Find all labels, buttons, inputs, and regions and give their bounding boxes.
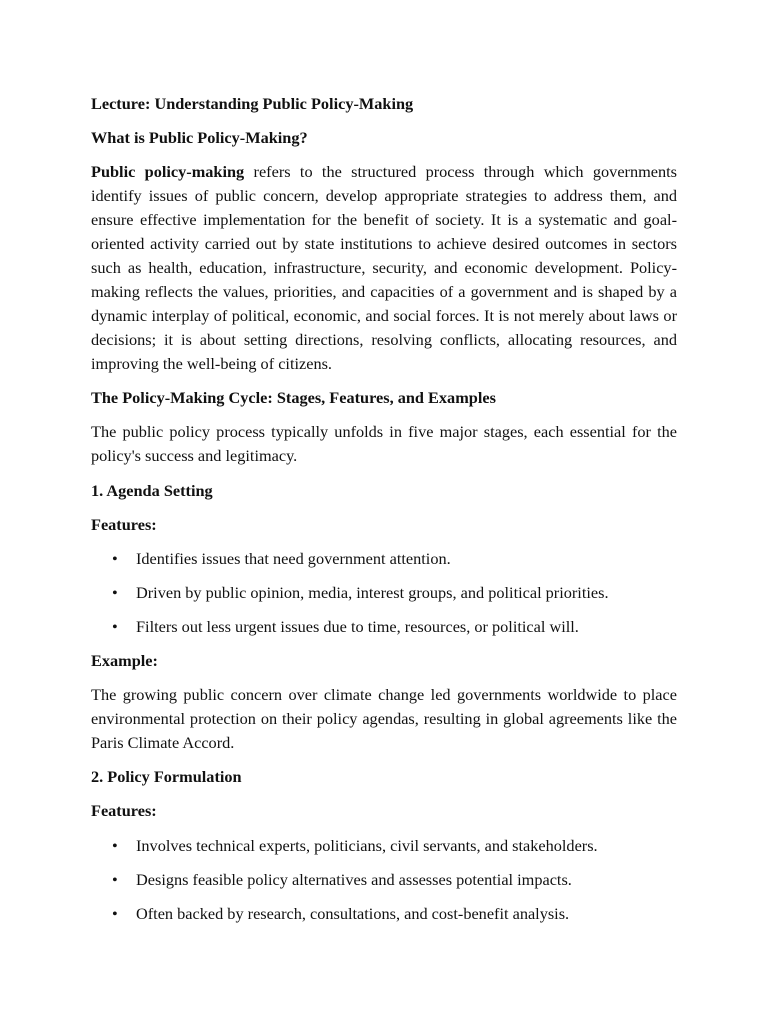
paragraph-text: refers to the structured process through which governments identify issues of public concern, develop appropriate strategies to address them, and ensure effective implementation for the benefit of society. It is a systematic and goal-oriented activity carried out by state institutions to achieve desired outcomes in sectors such as health, education, infrastructure, security, and economic development. Policy-making reflects the values, priorities, and capacities of a government and is shaped by a dynamic interplay of political, economic, and social forces. It is not merely about laws or decisions; it is about setting directions, resolving conflicts, allocating resources, and improving the well-being of citizens. xyxy=(91,162,677,373)
section-heading: The Policy-Making Cycle: Stages, Features, and Examples xyxy=(91,388,496,407)
bullet-icon: • xyxy=(112,549,118,568)
bullet-icon: • xyxy=(112,617,118,636)
features-label: Features: xyxy=(91,801,157,820)
document-title: Lecture: Understanding Public Policy-Making xyxy=(91,94,414,113)
list-item xyxy=(112,834,672,858)
intro-paragraph: The public policy process typically unfolds in five major stages, each essential for the policy's success and legitimacy. xyxy=(91,422,677,465)
stage-heading: 1. Agenda Setting xyxy=(91,481,213,500)
list-item-text: Designs feasible policy alternatives and assesses potential impacts. xyxy=(136,870,572,889)
stage-heading: 2. Policy Formulation xyxy=(91,767,242,786)
example-label: Example: xyxy=(91,651,158,670)
list-item-text: Identifies issues that need government attention. xyxy=(136,549,451,568)
bullet-icon: • xyxy=(112,904,118,923)
list-item-text: Often backed by research, consultations, and cost-benefit analysis. xyxy=(136,904,570,923)
list-item-text: Driven by public opinion, media, interest groups, and political priorities. xyxy=(136,583,609,602)
bullet-icon: • xyxy=(112,836,118,855)
list-item xyxy=(112,615,672,639)
bullet-icon: • xyxy=(112,583,118,602)
bullet-icon: • xyxy=(112,870,118,889)
features-label: Features: xyxy=(91,515,157,534)
list-item xyxy=(112,581,672,605)
list-item-text: Filters out less urgent issues due to time, resources, or political will. xyxy=(136,617,579,636)
list-item xyxy=(112,868,672,892)
bold-term: Public policy-making xyxy=(91,162,245,181)
list-item-text: Involves technical experts, politicians, civil servants, and stakeholders. xyxy=(136,836,598,855)
list-item xyxy=(112,547,672,571)
section-heading: What is Public Policy-Making? xyxy=(91,128,308,147)
list-item xyxy=(112,902,672,926)
definition-paragraph xyxy=(91,160,677,376)
example-paragraph: The growing public concern over climate change led governments worldwide to place environmental protection on their policy agendas, resulting in global agreements like the Paris Climate Accord. xyxy=(91,685,677,752)
